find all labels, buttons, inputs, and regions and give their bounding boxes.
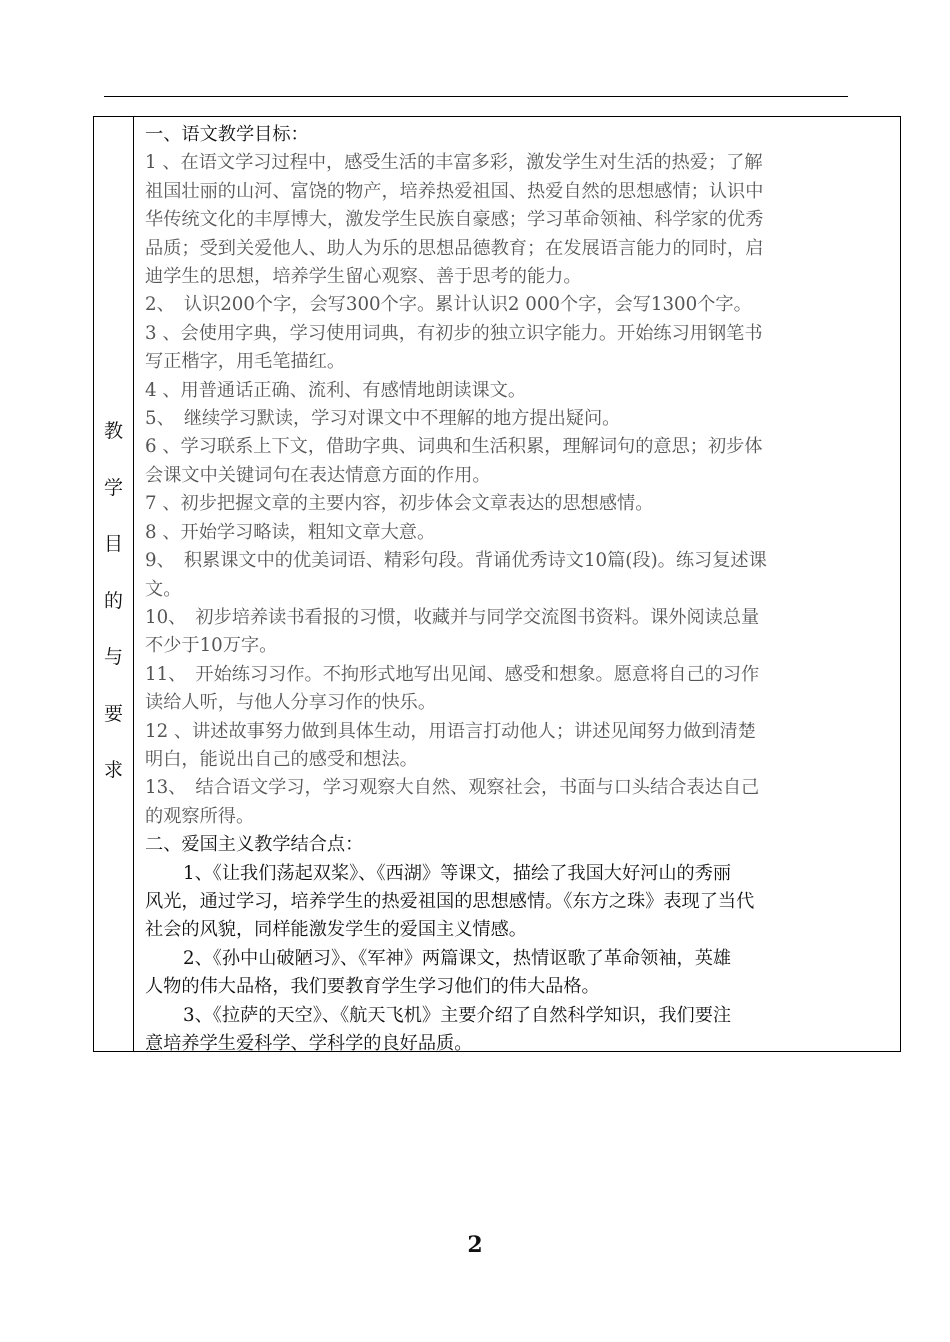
content-line: 8 、开始学习略读，粗知文章大意。 [145, 521, 436, 543]
content-line: 9、 积累课文中的优美词语、精彩句段。背诵优秀诗文10篇(段)。练习复述课 [145, 550, 767, 572]
content-line-strong: 意培养学生爱科学、学科学的良好品质。 [145, 1033, 473, 1054]
side-label-char: 的 [103, 589, 123, 612]
content-line: 华传统文化的丰厚博大，激发学生民族自豪感；学习革命领袖、科学家的优秀 [145, 209, 764, 231]
content-line-strong: 风光，通过学习，培养学生的热爱祖国的思想感情。《东方之珠》表现了当代 [145, 890, 755, 912]
content-line: 1 、在语文学习过程中，感受生活的丰富多彩，激发学生对生活的热爱；了解 [145, 152, 763, 174]
content-line-strong: 3、《拉萨的天空》、《航天飞机》主要介绍了自然科学知识，我们要注 [183, 1004, 732, 1026]
content-line: 会课文中关键词句在表达情意方面的作用。 [145, 464, 491, 486]
content-line: 3 、会使用字典，学习使用词典，有初步的独立识字能力。开始练习用钢笔书 [145, 322, 763, 344]
content-line: 不少于10万字。 [145, 635, 278, 657]
content-line-strong: 一、语文教学目标： [145, 124, 309, 145]
side-label-cell [94, 117, 134, 1051]
content-line-strong: 社会的风貌，同样能激发学生的爱国主义情感。 [145, 919, 527, 941]
content-line: 12 、讲述故事努力做到具体生动，用语言打动他人；讲述见闻努力做到清楚 [145, 720, 756, 742]
side-label-char: 要 [103, 702, 123, 725]
content-line-strong: 人物的伟大品格，我们要教育学生学习他们的伟大品格。 [145, 976, 600, 998]
content-line: 7 、初步把握文章的主要内容，初步体会文章表达的思想感情。 [145, 493, 654, 515]
page-number: 2 [467, 1232, 483, 1258]
content-line-strong: 1、《让我们荡起双桨》、《西湖》等课文，描绘了我国大好河山的秀丽 [183, 862, 732, 884]
side-label-char: 目 [103, 533, 123, 555]
content-line: 13、 结合语文学习，学习观察大自然、观察社会，书面与口头结合表达自己 [145, 777, 760, 799]
content-line: 2、 认识200个字，会写300个字。累计认识2 000个字，会写1300个字。 [145, 294, 752, 316]
side-label-char: 学 [103, 476, 123, 499]
content-line: 5、 继续学习默读，学习对课文中不理解的地方提出疑问。 [145, 408, 621, 430]
content-line: 的观察所得。 [145, 805, 255, 827]
content-line: 写正楷字，用毛笔描红。 [145, 351, 346, 373]
content-line: 读给人听，与他人分享习作的快乐。 [145, 692, 437, 714]
content-cell [134, 117, 900, 1054]
content-line: 11、 开始练习习作。不拘形式地写出见闻、感受和想象。愿意将自己的习作 [145, 663, 760, 685]
side-label-char: 求 [103, 759, 123, 781]
content-line: 文。 [145, 578, 182, 600]
side-label-char: 教 [103, 420, 123, 442]
header-rule [104, 96, 848, 97]
content-line: 6 、学习联系上下文，借助字典、词典和生活积累，理解词句的意思；初步体 [145, 436, 763, 458]
content-line: 祖国壮丽的山河、富饶的物产，培养热爱祖国、热爱自然的思想感情；认识中 [145, 180, 764, 202]
content-line: 10、 初步培养读书看报的习惯，收藏并与同学交流图书资料。课外阅读总量 [145, 606, 760, 628]
content-line: 明白，能说出自己的感受和想法。 [145, 748, 418, 770]
side-label [94, 403, 133, 799]
side-label-char: 与 [103, 646, 123, 668]
content-line-strong: 2、《孙中山破陋习》、《军神》两篇课文，热情讴歌了革命领袖，英雄 [183, 947, 732, 969]
content-line: 迪学生的思想，培养学生留心观察、善于思考的能力。 [145, 266, 582, 288]
content-line: 4 、用普通话正确、流利、有感情地朗读课文。 [145, 379, 527, 401]
objectives-table [93, 116, 901, 1052]
content-line: 品质；受到关爱他人、助人为乐的思想品德教育；在发展语言能力的同时，启 [145, 237, 764, 259]
content-line-strong: 二、爱国主义教学结合点： [145, 834, 364, 856]
